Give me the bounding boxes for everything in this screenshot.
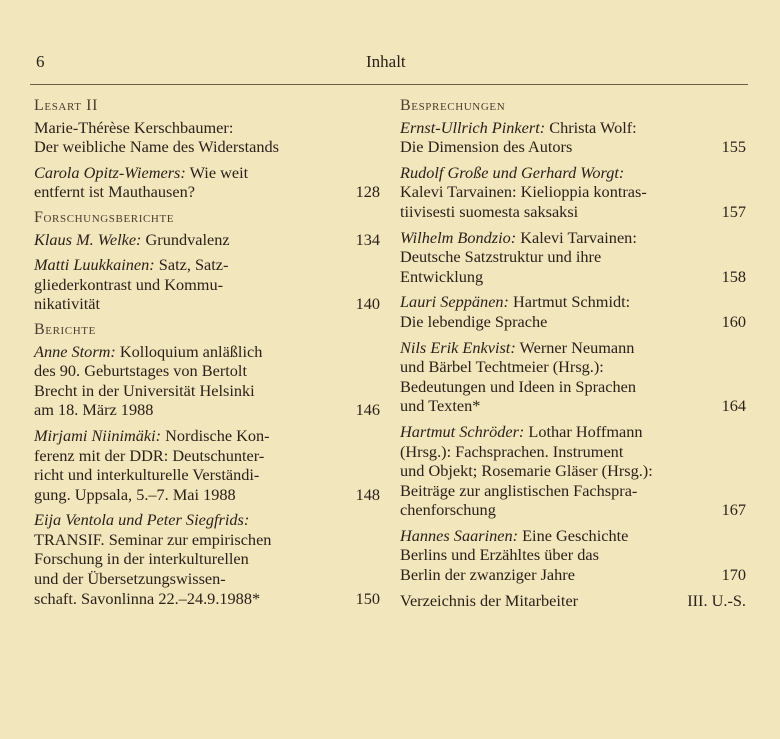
toc-entry-page: 128 [355,182,380,202]
toc-entry-line [34,361,380,381]
toc-entry-author: Mirjami Niinimäki: [34,425,162,445]
toc-entry [400,526,746,585]
toc-entry-text-wrap [400,267,483,287]
toc-entry [34,510,380,608]
toc-entry-author: Wilhelm Bondzio: [400,227,517,247]
toc-entry-text-wrap [400,357,604,377]
toc-entry-page: 146 [355,400,380,420]
toc-entry-text: Die Dimension des Autors [400,137,573,157]
toc-entry-text-wrap [34,465,259,485]
toc-entry-text: Bedeutungen und Ideen in Sprachen [400,376,637,396]
toc-entry-text-wrap [400,312,547,332]
toc-entry-text: entfernt ist Mauthausen? [34,182,195,202]
toc-entry [400,228,746,287]
toc-entry [400,422,746,520]
toc-entry-text: Berlins und Erzähltes über das [400,545,599,565]
toc-entry [34,426,380,504]
toc-entry-line [34,569,380,589]
toc-entry-author: Ernst-Ullrich Pinkert: [400,117,546,137]
toc-left-column [34,96,380,608]
toc-entry-text-wrap [34,530,271,550]
toc-entry-text: schaft. Savonlinna 22.–24.9.1988* [34,588,261,608]
toc-entry-text: Marie-Thérèse Kerschbaumer: [34,117,234,137]
toc-entry-line [400,247,746,267]
toc-entry-line [34,255,380,275]
toc-entry-text-wrap [34,549,249,569]
toc-entry-page: 170 [721,565,746,585]
toc-entry-text: tiivisesti suomesta saksaksi [400,201,579,221]
toc-entry-text: Deutsche Satzstruktur und ihre [400,247,602,267]
section-heading-text: Berichte [34,320,96,338]
toc-entry-text-wrap [400,137,572,157]
toc-entry-text: nikativität [34,294,101,314]
toc-entry-line [400,182,746,202]
toc-entry-page: 160 [721,311,746,331]
toc-entry [34,118,380,157]
toc-entry-line [400,137,746,157]
toc-entry-text-wrap [34,137,279,157]
section-heading-numeral: II [81,97,99,114]
toc-entry-text: Kolloquium anläßlich [115,341,263,361]
toc-entry-text-wrap [34,294,100,314]
toc-entry-page: 164 [721,396,746,416]
toc-entry-text-wrap [400,377,636,397]
toc-entry-line [34,275,380,295]
toc-entry-line [34,530,380,550]
toc-entry-text-wrap [400,442,623,462]
header-rule [30,84,748,85]
toc-entry-author: Klaus M. Welke: [34,229,142,249]
toc-entry-line [400,396,746,416]
toc-entry-text: und der Übersetzungswissen- [34,569,226,589]
toc-right-column [400,96,746,610]
toc-entry-text: TRANSIF. Seminar zur empirischen [34,529,272,549]
toc-entry-text: Eine Geschichte [518,525,629,545]
toc-entry-line [34,342,380,362]
toc-entry-page: 158 [721,266,746,286]
toc-entry-text-wrap [400,228,637,248]
toc-entry-text: Brecht in der Universität Helsinki [34,380,255,400]
toc-entry-text-wrap [400,163,624,183]
toc-entry-text: Grundvalenz [141,229,230,249]
toc-entry [400,163,746,222]
section-heading-text: Lesart [34,97,82,114]
toc-entry-text: ferenz mit der DDR: Deutschunter- [34,445,265,465]
toc-entry-line [34,381,380,401]
toc-entry-line [34,294,380,314]
toc-entry-text: Hartmut Schmidt: [508,292,631,312]
toc-entry-text-wrap [34,569,226,589]
toc-entry-author: Rudolf Große und Gerhard Worgt: [400,162,625,182]
toc-entry [400,591,746,611]
section-heading [34,96,380,116]
toc-entry-line [400,312,746,332]
toc-entry-text-wrap [34,485,236,505]
toc-entry-text-wrap [400,422,643,442]
toc-entry-text: Beiträge zur anglistischen Fachspra- [400,480,638,500]
toc-entry-author: Nils Erik Enkvist: [400,337,516,357]
toc-entry-text: chenforschung [400,500,496,520]
toc-entry-line [400,526,746,546]
toc-entry-page: 134 [355,229,380,249]
toc-entry-line [400,228,746,248]
toc-entry-line [34,137,380,157]
toc-entry-text: Lothar Hoffmann [524,421,643,441]
toc-entry [34,342,380,420]
toc-entry [400,292,746,331]
toc-entry-text-wrap [34,510,249,530]
toc-entry-text: Kalevi Tarvainen: Kielioppia kontras- [400,182,647,202]
toc-entry-text: und Texten* [400,396,481,416]
toc-entry-text: Kalevi Tarvainen: [516,227,637,247]
toc-entry-text-wrap [400,565,575,585]
toc-entry-text-wrap [400,292,630,312]
toc-entry-line [34,549,380,569]
toc-entry [34,163,380,202]
toc-entry-text: des 90. Geburtstages von Bertolt [34,361,247,381]
toc-entry-text: richt und interkulturelle Verständi- [34,465,260,485]
toc-entry-text-wrap [34,182,195,202]
toc-entry-line [34,230,380,250]
toc-entry-line [400,292,746,312]
toc-entry-text-wrap [34,342,262,362]
toc-entry-page: III. U.-S. [687,590,746,610]
toc-entry-line [400,202,746,222]
toc-entry-text-wrap [400,202,578,222]
toc-entry-text-wrap [34,589,260,609]
toc-entry-text-wrap [400,545,599,565]
toc-entry-text-wrap [34,361,247,381]
toc-entry [34,230,380,250]
toc-entry-text: Werner Neumann [515,337,635,357]
toc-entry-line [400,591,746,611]
toc-entry-text-wrap [400,182,647,202]
toc-entry-line [34,426,380,446]
toc-entry-line [400,442,746,462]
toc-entry-page: 148 [355,484,380,504]
toc-entry-line [400,461,746,481]
toc-entry-text-wrap [34,400,153,420]
toc-entry-line [400,267,746,287]
toc-entry-line [400,422,746,442]
toc-entry-line [34,400,380,420]
toc-entry-text-wrap [34,446,264,466]
toc-entry-line [400,545,746,565]
toc-entry [400,118,746,157]
toc-entry-line [34,163,380,183]
toc-entry-line [34,118,380,138]
toc-entry-text: Verzeichnis der Mitarbeiter [400,590,579,610]
section-heading [400,96,746,116]
toc-entry-text-wrap [400,338,634,358]
toc-entry-author: Lauri Seppänen: [400,292,509,312]
toc-entry-text-wrap [34,163,248,183]
toc-entry-page: 150 [355,588,380,608]
section-heading [34,320,380,340]
toc-entry-line [400,338,746,358]
toc-entry-line [34,446,380,466]
toc-entry-text-wrap [34,255,228,275]
toc-entry-text-wrap [34,381,255,401]
toc-entry-text: und Objekt; Rosemarie Gläser (Hrsg.): [400,461,653,481]
toc-entry-text: Der weibliche Name des Widerstands [34,137,279,157]
toc-entry-text: und Bärbel Techtmeier (Hrsg.): [400,357,604,377]
toc-entry-text-wrap [400,461,653,481]
toc-entry-line [400,357,746,377]
toc-entry-line [34,589,380,609]
toc-entry-author: Hannes Saarinen: [400,525,519,545]
toc-entry-text: gung. Uppsala, 5.–7. Mai 1988 [34,484,236,504]
toc-entry-text-wrap [34,118,233,138]
toc-entry [400,338,746,416]
page-number: 6 [36,52,45,71]
toc-entry-text: gliederkontrast und Kommu- [34,274,224,294]
toc-entry [34,255,380,314]
toc-entry-text: Christa Wolf: [545,117,637,137]
section-heading-text: Besprechungen [400,97,506,114]
toc-entry-line [34,510,380,530]
toc-entry-author: Carola Opitz-Wiemers: [34,162,186,182]
toc-entry-text-wrap [400,500,496,520]
toc-entry-text: Die lebendige Sprache [400,311,548,331]
toc-entry-text-wrap [400,247,601,267]
toc-entry-text-wrap [400,396,480,416]
toc-entry-text-wrap [400,526,628,546]
toc-entry-text: Berlin der zwanziger Jahre [400,565,575,585]
toc-entry-page: 167 [721,500,746,520]
toc-entry-text: Entwicklung [400,266,484,286]
toc-entry-text: (Hrsg.): Fachsprachen. Instrument [400,441,624,461]
toc-entry-line [400,163,746,183]
toc-entry-line [400,500,746,520]
toc-entry-author: Anne Storm: [34,341,116,361]
toc-entry-line [400,377,746,397]
section-heading-text: Forschungsberichte [34,208,175,226]
toc-entry-line [34,182,380,202]
toc-entry-text-wrap [34,426,270,446]
toc-entry-text: Forschung in der interkulturellen [34,549,249,569]
toc-entry-page: 157 [721,201,746,221]
toc-entry-line [400,481,746,501]
toc-entry-text-wrap [400,591,578,611]
toc-entry-line [400,118,746,138]
toc-entry-author: Hartmut Schröder: [400,421,525,441]
toc-entry-text: Wie weit [185,162,249,182]
toc-entry-line [400,565,746,585]
toc-entry-text: Nordische Kon- [161,425,270,445]
toc-entry-text: am 18. März 1988 [34,400,154,420]
toc-entry-page: 140 [355,294,380,314]
toc-entry-author: Eija Ventola und Peter Siegfrids: [34,510,250,530]
toc-entry-text-wrap [34,230,230,250]
section-heading [34,208,380,228]
toc-entry-author: Matti Luukkainen: [34,255,155,275]
running-title: Inhalt [366,52,406,71]
toc-entry-text: Satz, Satz- [154,255,229,275]
toc-entry-text-wrap [400,118,637,138]
toc-entry-line [34,485,380,505]
toc-entry-text-wrap [400,481,637,501]
toc-entry-text-wrap [34,275,223,295]
toc-entry-page: 155 [721,137,746,157]
toc-entry-line [34,465,380,485]
